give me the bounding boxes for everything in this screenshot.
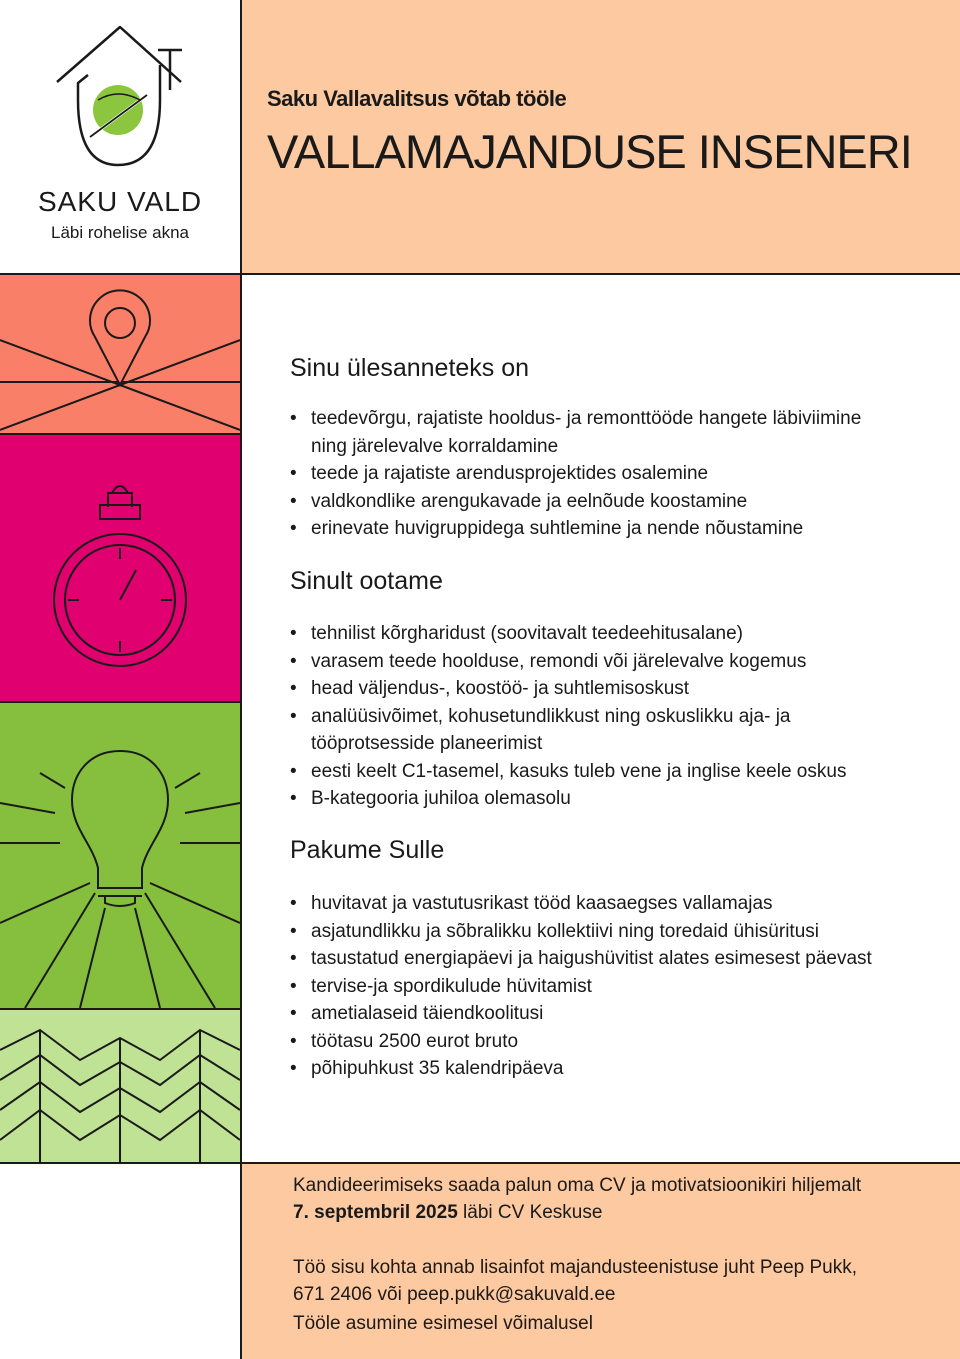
logo-block [0, 0, 240, 273]
stopwatch-icon [0, 435, 240, 701]
trees-panel [0, 1010, 240, 1162]
logo-tagline: Läbi rohelise akna [51, 223, 189, 242]
logo-name: SAKU VALD [37, 186, 203, 217]
footer-contact-text: Töö sisu kohta annab lisainfot majandusteenistuse juht Peep Pukk, [293, 1257, 858, 1278]
list-item: • huvitavat ja vastutusrikast tööd kaasaegses vallamajas [290, 890, 890, 918]
header-subtitle: Saku Vallavalitsus võtab tööle [267, 86, 567, 111]
list-item: • asjatundlikku ja sõbralikku kollektiivi ning toredaid ühisüritusi [290, 918, 890, 946]
deadline-date: 7. septembril 2025 [293, 1202, 458, 1223]
footer-start-text: Tööle asumine esimesel võimalusel [293, 1313, 593, 1334]
location-pin-icon [0, 275, 240, 433]
list-item: • tervise-ja spordikulude hüvitamist [290, 973, 890, 1001]
list-item: • erinevate huvigruppidega suhtlemine ja nende nõustamine [290, 515, 890, 543]
list-item: • analüüsivõimet, kohusetundlikkust ning oskuslikku aja- ja tööprotsesside planeerimist [290, 703, 890, 758]
list-item: • varasem teede hoolduse, remondi või järelevalve kogemus [290, 648, 890, 676]
list-item: • teede ja rajatiste arendusprojektides osalemine [290, 460, 890, 488]
deadline-suffix: läbi CV Keskuse [457, 1202, 603, 1223]
divider [0, 273, 960, 275]
list-item: • head väljendus-, koostöö- ja suhtlemisoskust [290, 675, 890, 703]
house-logo-icon [0, 0, 240, 180]
list-item: • teedevõrgu, rajatiste hooldus- ja remonttööde hangete läbiviimine ning järelevalve korraldamine [290, 405, 890, 460]
list-item: • põhipuhkust 35 kalendripäeva [290, 1055, 890, 1083]
divider [0, 433, 240, 435]
divider [0, 1008, 240, 1010]
section-title-requirements: Sinult ootame [290, 567, 443, 595]
list-item: • ametialaseid täiendkoolitusi [290, 1000, 890, 1028]
section-title-offer: Pakume Sulle [290, 836, 445, 864]
list-item: • eesti keelt C1-tasemel, kasuks tuleb vene ja inglise keele oskus [290, 758, 890, 786]
location-panel [0, 275, 240, 433]
footer-deadline-line [293, 1199, 602, 1226]
footer-contact-details: 671 2406 või peep.pukk@sakuvald.ee [293, 1284, 616, 1305]
vertical-divider [240, 0, 242, 1359]
offer-list [290, 890, 890, 1083]
idea-panel [0, 703, 240, 1008]
requirements-list [290, 620, 890, 813]
time-panel [0, 435, 240, 701]
tasks-list [290, 405, 890, 543]
list-item: • tehnilist kõrgharidust (soovitavalt teedeehitusalane) [290, 620, 890, 648]
section-title-tasks: Sinu ülesanneteks on [290, 354, 530, 382]
job-title: VALLAMAJANDUSE INSENERI [267, 125, 912, 178]
list-item: • valdkondlike arengukavade ja eelnõude koostamine [290, 488, 890, 516]
lightbulb-icon [0, 703, 240, 1008]
list-item: • töötasu 2500 eurot bruto [290, 1028, 890, 1056]
list-item: • B-kategooria juhiloa olemasolu [290, 785, 890, 813]
footer-application-text: Kandideerimiseks saada palun oma CV ja motivatsioonikiri hiljemalt [293, 1175, 862, 1196]
list-item: • tasustatud energiapäevi ja haigushüvitist alates esimesest päevast [290, 945, 890, 973]
tree-pattern-icon [0, 1010, 240, 1162]
divider [0, 701, 240, 703]
